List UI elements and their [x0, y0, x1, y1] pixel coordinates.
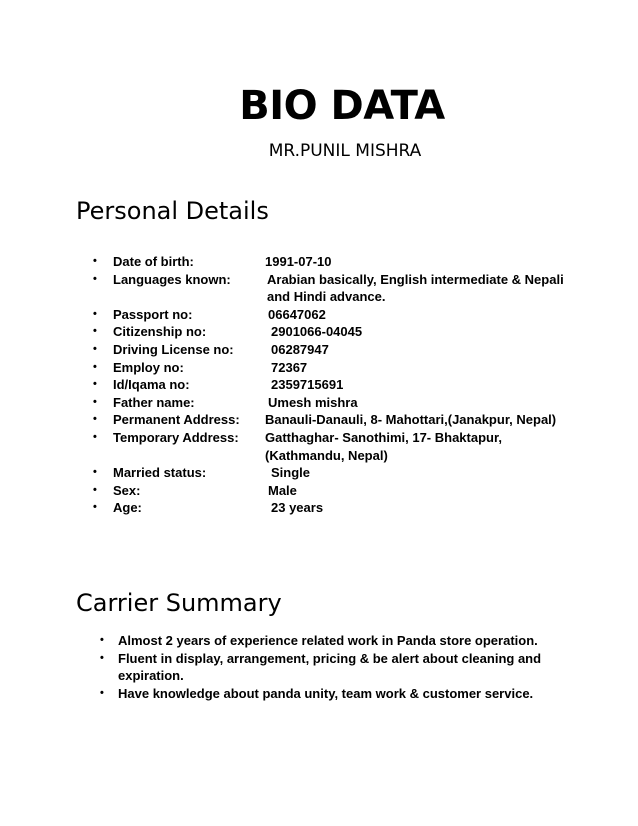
detail-passport — [93, 306, 573, 324]
bullet-icon: • — [93, 325, 97, 338]
bullet-icon: • — [93, 430, 97, 443]
detail-label: Citizenship no: — [113, 324, 207, 340]
detail-languages — [93, 271, 573, 306]
detail-value: Arabian basically, English intermediate & Nepali and Hindi advance. — [267, 271, 564, 305]
detail-iqama-no — [93, 376, 573, 394]
carrier-summary-heading: Carrier Summary — [76, 589, 282, 617]
bullet-icon: • — [93, 255, 97, 267]
detail-label: Languages known: — [113, 271, 231, 287]
bullet-icon: • — [100, 686, 104, 699]
summary-text: Have knowledge about panda unity, team work & customer service. — [118, 685, 534, 701]
summary-text: Fluent in display, arrangement, pricing & be alert about cleaning and expiration. — [118, 650, 542, 683]
detail-label: Date of birth: — [113, 254, 194, 269]
personal-details-heading: Personal Details — [76, 197, 269, 225]
detail-date-of-birth — [93, 253, 573, 271]
detail-sex — [93, 482, 573, 500]
detail-label: Married status: — [113, 465, 207, 481]
detail-label: Permanent Address: — [113, 412, 240, 428]
detail-married-status — [93, 464, 573, 482]
detail-age — [93, 499, 573, 517]
detail-label: Employ no: — [113, 359, 184, 375]
bullet-icon: • — [93, 342, 97, 355]
summary-item — [100, 685, 570, 703]
detail-label: Sex: — [113, 482, 141, 498]
detail-citizenship — [93, 323, 573, 341]
carrier-summary-list — [100, 632, 570, 702]
bullet-icon: • — [93, 360, 97, 373]
bullet-icon: • — [93, 466, 97, 479]
detail-value: Umesh mishra — [268, 394, 358, 410]
detail-value: Gatthaghar- Sanothimi, 17- Bhaktapur, (Kathmandu, Nepal) — [265, 429, 502, 463]
detail-value: 23 years — [271, 500, 324, 516]
detail-driving-license — [93, 341, 573, 359]
detail-temporary-address — [93, 429, 573, 464]
detail-value: 2901066-04045 — [271, 324, 363, 340]
summary-item — [100, 650, 570, 685]
personal-details-list — [93, 253, 573, 517]
summary-text: Almost 2 years of experience related work in Panda store operation. — [118, 633, 538, 648]
detail-value: Banauli-Danauli, 8- Mahottari,(Janakpur, Nepal) — [265, 412, 557, 428]
detail-label: Passport no: — [113, 306, 193, 322]
detail-permanent-address — [93, 411, 573, 429]
detail-value: Single — [271, 465, 311, 481]
summary-item — [100, 632, 570, 650]
detail-label: Father name: — [113, 394, 195, 410]
detail-value: 2359715691 — [271, 377, 344, 393]
detail-label: Temporary Address: — [113, 429, 239, 445]
bullet-icon: • — [93, 501, 97, 514]
detail-employ-no — [93, 359, 573, 377]
bullet-icon: • — [93, 307, 97, 320]
detail-value: 06287947 — [271, 341, 329, 357]
detail-value: Male — [268, 482, 297, 498]
detail-value: 06647062 — [268, 306, 326, 322]
bullet-icon: • — [93, 272, 97, 285]
bullet-icon: • — [93, 413, 97, 426]
bullet-icon: • — [100, 634, 104, 646]
detail-label: Driving License no: — [113, 341, 234, 357]
bullet-icon: • — [93, 395, 97, 408]
bullet-icon: • — [93, 378, 97, 391]
detail-value: 72367 — [271, 359, 308, 375]
detail-label: Id/Iqama no: — [113, 377, 190, 393]
detail-value: 1991-07-10 — [265, 254, 332, 269]
document-title: BIO DATA — [239, 83, 445, 129]
detail-label: Age: — [113, 500, 142, 516]
bullet-icon: • — [93, 483, 97, 496]
person-name: MR.PUNIL MISHRA — [268, 141, 422, 161]
bullet-icon: • — [100, 651, 104, 664]
detail-father-name — [93, 394, 573, 412]
